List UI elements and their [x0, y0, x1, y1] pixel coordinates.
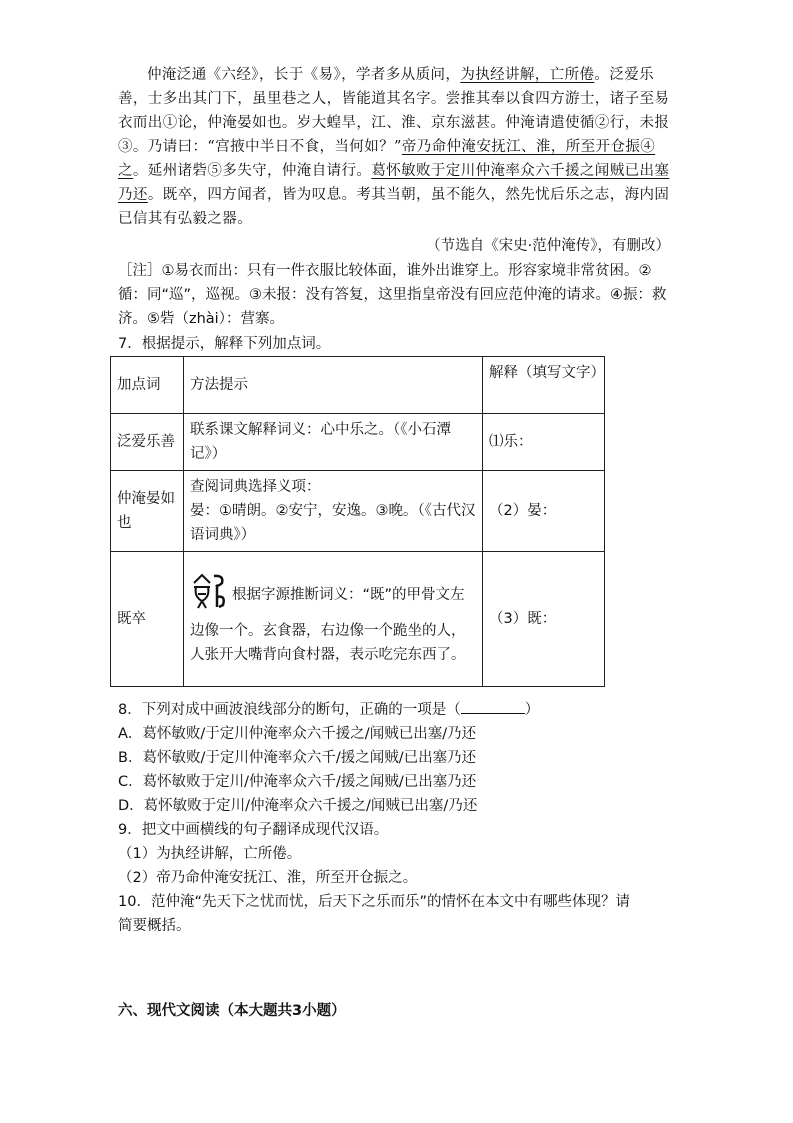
cell-answer[interactable]: [483, 552, 605, 687]
cell-word: 泛爱乐善: [111, 414, 184, 471]
header-hint: 方法提示: [184, 357, 483, 414]
vocab-table: [110, 356, 605, 687]
cell-word: 既卒: [111, 552, 184, 687]
cell-hint: [184, 552, 483, 687]
question-8: [118, 698, 539, 722]
table-header-row: [111, 357, 605, 414]
question-9-1: （1）为执经讲解，亡所倦。: [118, 846, 302, 862]
table-row: [111, 471, 605, 552]
question-9: 9．把文中画横线的句子翻译成现代汉语。: [118, 822, 389, 838]
passage-text: 。泛爱乐善，士多出其门下，虽里巷之人，皆能道其名字。尝推其奉以食四方游士，诸子至易衣而出①论，仲淹晏如也。岁大蝗旱，江、淮、京东滋甚。仲淹请遣使循②行，未报③。乃请曰：“宫掖中半日不食，当何如？”: [118, 67, 670, 155]
option-d[interactable]: D．葛怀敏败于定川/仲淹率众六千援之/闻贼已出塞/乃还: [118, 798, 478, 814]
cell-hint: 联系课文解释词义：心中乐之。（《小石潭记》）: [184, 414, 483, 471]
answer-label: （3）既：: [489, 611, 557, 627]
answer-label: ⑴乐：: [489, 434, 533, 450]
underlined-sentence-1: 为执经讲解，亡所倦: [460, 67, 595, 83]
header-answer: 解释（填写文字）: [483, 357, 605, 414]
classical-passage: [118, 63, 678, 231]
answer-blank[interactable]: [461, 699, 525, 714]
question-10-cont: 简要概括。: [118, 918, 191, 934]
oracle-bone-glyph-icon: [190, 571, 230, 619]
passage-text: 仲淹泛通《六经》，长于《易》，学者多从质问，: [147, 67, 461, 83]
hint-text: 根据字源推断词义：“既”的甲骨文左边像一个。玄食器，右边像一个跪坐的人，人张开大嘴背向食村器，表示吃完东西了。: [190, 587, 466, 663]
section-heading: 六、现代文阅读（本大题共3小题）: [118, 1003, 346, 1019]
option-c[interactable]: C．葛怀敏败于定川/仲淹率众六千/援之闻贼/已出塞乃还: [118, 774, 477, 790]
annotation-note: ［注］①易衣而出：只有一件衣服比较体面，谁外出谁穿上。形容家境非常贫困。②循：同“巡”，巡视。③未报：没有答复，这里指皇帝没有回应范仲淹的请求。④振：救济。⑤砦（zhài）：营寨。: [118, 263, 667, 327]
header-word: 加点词: [111, 357, 184, 414]
question-7: 7．根据提示，解释下列加点词。: [118, 336, 331, 352]
cell-answer[interactable]: [483, 414, 605, 471]
underlined-sentence-2: 帝乃命仲淹安抚江、淮，所至开仓振④之: [118, 139, 656, 179]
table-row: [111, 414, 605, 471]
option-b[interactable]: B．葛怀敏败/于定川仲淹率众六千/援之闻贼/已出塞乃还: [118, 750, 477, 766]
option-a[interactable]: A．葛怀敏败/于定川仲淹率众六千援之/闻贼已出塞/乃还: [118, 726, 477, 742]
cell-hint: 查阅词典选择义项： 晏：①晴朗。②安宁，安逸。③晚。（《古代汉语词典》）: [184, 471, 483, 552]
question-9-2: （2）帝乃命仲淹安抚江、淮，所至开仓振之。: [118, 870, 418, 886]
answer-label: （2）晏：: [489, 503, 557, 519]
question-10: 10．范仲淹“先天下之忧而忧，后天下之乐而乐”的情怀在本文中有哪些体现？请: [118, 894, 630, 910]
passage-text: 。延州诸砦⑤多失守，仲淹自请行。: [132, 163, 372, 179]
cell-answer[interactable]: [483, 471, 605, 552]
wavy-line-sentence: 葛怀敏败于定川仲淹率众六千援之闻贼已出塞乃还: [118, 163, 670, 203]
passage-paragraph: [118, 63, 678, 231]
question-8-close: ）: [524, 702, 540, 718]
passage-text: 。既卒，四方闻者，皆为叹息。考其当朝，虽不能久，然先忧后乐之志，海内固已信其有弘毅之器。: [118, 187, 670, 227]
cell-word: 仲淹晏如也: [111, 471, 184, 552]
table-row: [111, 552, 605, 687]
question-8-text: 8．下列对成中画波浪线部分的断句，正确的一项是（: [118, 702, 461, 718]
source-citation: （节选自《宋史·范仲淹传》，有删改）: [426, 238, 670, 254]
